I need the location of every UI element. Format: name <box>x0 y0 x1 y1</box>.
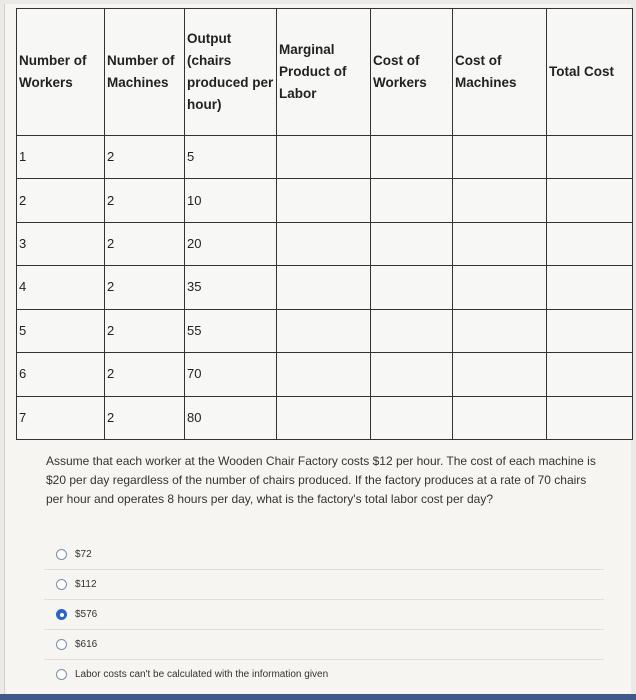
table-row <box>17 353 633 396</box>
cell-machines: 2 <box>105 179 185 222</box>
header-cost-workers: Cost of Workers <box>371 9 453 136</box>
radio-button[interactable] <box>56 549 67 560</box>
cell-output: 5 <box>185 136 277 179</box>
cell-cost-workers <box>371 309 453 352</box>
cell-cost-machines <box>453 396 547 439</box>
cell-cost-workers <box>371 396 453 439</box>
option-label: $616 <box>75 639 98 650</box>
cell-marginal-product <box>277 136 371 179</box>
cell-workers: 1 <box>17 136 105 179</box>
radio-button[interactable] <box>56 579 67 590</box>
header-output: Output (chairs produced per hour) <box>185 9 277 136</box>
cell-output: 80 <box>185 396 277 439</box>
cell-machines: 2 <box>105 222 185 265</box>
cell-total-cost <box>547 396 633 439</box>
cell-marginal-product <box>277 309 371 352</box>
cell-machines: 2 <box>105 136 185 179</box>
cell-cost-workers <box>371 136 453 179</box>
cell-marginal-product <box>277 353 371 396</box>
cell-output: 10 <box>185 179 277 222</box>
cell-workers: 7 <box>17 396 105 439</box>
cell-marginal-product <box>277 179 371 222</box>
cell-cost-machines <box>453 179 547 222</box>
cell-marginal-product <box>277 266 371 309</box>
cell-marginal-product <box>277 396 371 439</box>
cell-total-cost <box>547 309 633 352</box>
cell-total-cost <box>547 222 633 265</box>
answer-option[interactable] <box>44 630 604 660</box>
header-total-cost: Total Cost <box>547 9 633 136</box>
cell-output: 70 <box>185 353 277 396</box>
cell-workers: 4 <box>17 266 105 309</box>
radio-button[interactable] <box>56 669 67 680</box>
cost-table <box>16 8 633 440</box>
cell-cost-machines <box>453 266 547 309</box>
cell-machines: 2 <box>105 266 185 309</box>
table-row <box>17 136 633 179</box>
cell-marginal-product <box>277 222 371 265</box>
radio-button[interactable] <box>56 639 67 650</box>
option-label: $72 <box>75 549 92 560</box>
answer-option[interactable] <box>44 660 604 689</box>
cell-cost-workers <box>371 266 453 309</box>
header-marginal-product: Marginal Product of Labor <box>277 9 371 136</box>
answer-option[interactable] <box>44 540 604 570</box>
answer-option[interactable] <box>44 600 604 630</box>
cell-cost-machines <box>453 353 547 396</box>
cell-cost-machines <box>453 222 547 265</box>
cell-cost-machines <box>453 309 547 352</box>
cell-cost-workers <box>371 179 453 222</box>
answer-option[interactable] <box>44 570 604 600</box>
table-header-row <box>17 9 633 136</box>
header-cost-machines: Cost of Machines <box>453 9 547 136</box>
cell-workers: 6 <box>17 353 105 396</box>
cell-output: 55 <box>185 309 277 352</box>
cell-cost-workers <box>371 353 453 396</box>
answer-options <box>44 540 604 689</box>
option-label: $576 <box>75 609 98 620</box>
table-row <box>17 266 633 309</box>
cell-workers: 5 <box>17 309 105 352</box>
cell-machines: 2 <box>105 353 185 396</box>
bottom-bar <box>0 694 636 700</box>
cell-cost-workers <box>371 222 453 265</box>
header-machines: Number of Machines <box>105 9 185 136</box>
header-workers: Number of Workers <box>17 9 105 136</box>
question-text: Assume that each worker at the Wooden Chair Factory costs $12 per hour. The cost of each machine is $20 per day regardless of the number of chairs produced. If the factory produces at a rate of 70 chairs per hour and operates 8 hours per day, what is the factory's total labor cost per day? <box>46 454 596 506</box>
table-row <box>17 222 633 265</box>
option-label: $112 <box>75 579 97 590</box>
option-label: Labor costs can't be calculated with the information given <box>75 669 329 680</box>
cell-total-cost <box>547 266 633 309</box>
table-row <box>17 179 633 222</box>
cell-workers: 2 <box>17 179 105 222</box>
cell-output: 35 <box>185 266 277 309</box>
table-row <box>17 309 633 352</box>
cell-cost-machines <box>453 136 547 179</box>
cell-output: 20 <box>185 222 277 265</box>
cell-total-cost <box>547 353 633 396</box>
cell-total-cost <box>547 136 633 179</box>
cell-workers: 3 <box>17 222 105 265</box>
radio-button-selected[interactable] <box>56 609 67 620</box>
cell-machines: 2 <box>105 309 185 352</box>
table-row <box>17 396 633 439</box>
cell-total-cost <box>547 179 633 222</box>
cell-machines: 2 <box>105 396 185 439</box>
